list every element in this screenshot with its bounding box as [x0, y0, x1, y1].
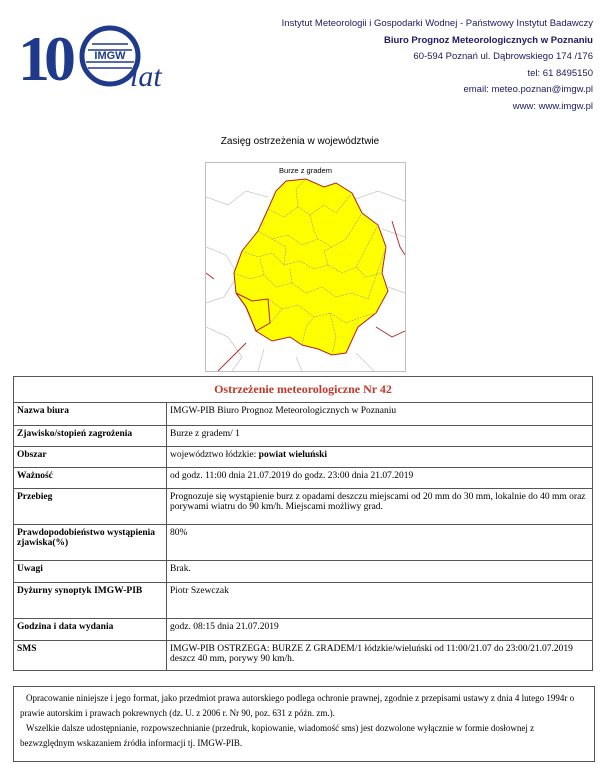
copyright-paragraph-1: Opracowanie niniejsze i jego format, jako przedmiot prawa autorskiego podlega ochronie prawnej, zgodnie z przepisami ustawy z dnia 4 lutego 1994r o prawie autorskim i prawach pokrewnych (dz. U. z 2006 r. Nr 90, poz. 631 z późn. zm.).: [20, 693, 575, 718]
row-office: [14, 403, 593, 426]
row-phenomenon: [14, 426, 593, 447]
www-link[interactable]: www: www.imgw.pl: [512, 100, 593, 112]
row-forecaster: [14, 583, 593, 619]
value-forecaster: Piotr Szewczak: [167, 583, 593, 619]
row-course: [14, 489, 593, 525]
address: 60-594 Poznań ul. Dąbrowskiego 174 /176: [413, 51, 593, 62]
copyright-note: [13, 686, 595, 762]
logo-number: 10: [18, 23, 70, 92]
value-validity: od godz. 11:00 dnia 21.07.2019 do godz. 23:00 dnia 21.07.2019: [167, 468, 593, 489]
value-sms: IMGW-PIB OSTRZEGA: BURZE Z GRADEM/1 łódzkie/wieluński od 11:00/21.07 do 23:00/21.07.2019 deszcz 40 mm, porywy 90 km/h.: [167, 641, 593, 671]
map-caption: Zasięg ostrzeżenia w województwie: [220, 136, 380, 147]
value-area: [167, 447, 593, 468]
logo-suffix: lat: [130, 60, 162, 92]
row-validity: [14, 468, 593, 489]
bureau-name: Biuro Prognoz Meteorologicznych w Poznaniu: [383, 34, 593, 46]
area-county: powiat wieluński: [258, 450, 328, 460]
label-sms: SMS: [14, 641, 167, 671]
row-area: [14, 447, 593, 468]
logo-ring-text: IMGW: [94, 50, 126, 62]
region-map: [206, 177, 405, 371]
value-notes: Brak.: [167, 561, 593, 583]
label-validity: Ważność: [14, 468, 167, 489]
lodzkie-voivodeship: [234, 179, 388, 355]
row-sms: [14, 641, 593, 671]
label-phenomenon: Zjawisko/stopień zagrożenia: [14, 426, 167, 447]
label-course: Przebieg: [14, 489, 167, 525]
value-phenomenon: Burze z gradem/ 1: [167, 426, 593, 447]
value-probability: 80%: [167, 525, 593, 561]
label-probability: Prawdopodobieństwo wystąpienia zjawiska(%): [14, 525, 167, 561]
label-area: Obszar: [14, 447, 167, 468]
area-voivodeship: województwo łódzkie:: [170, 450, 259, 460]
value-course: Prognozuje się wystąpienie burz z opadami deszczu miejscami od 20 mm do 30 mm, lokalnie do 40 mm oraz porywami wiatru do 90 km/h. Miejscami możliwy grad.: [167, 489, 593, 525]
copyright-paragraph-2: Wszelkie dalsze udostępnianie, rozpowszechnianie (przedruk, kopiowanie, wiadomość sms) jest dozwolone wyłącznie w formie dosłownej z bezwzględnym wskazaniem źródła informacji tj. IMGW-PIB.: [20, 723, 535, 748]
imgw-100-lat-logo: [18, 22, 178, 92]
warning-table: [13, 376, 593, 671]
warning-title-row: [14, 377, 593, 403]
row-probability: [14, 525, 593, 561]
row-issued: [14, 619, 593, 641]
email-link[interactable]: email: meteo.poznan@imgw.pl: [463, 84, 593, 95]
label-notes: Uwagi: [14, 561, 167, 583]
map-title: Burze z gradem: [279, 166, 332, 175]
map-box: [205, 162, 406, 372]
org-name: Instytut Meteorologii i Gospodarki Wodnej - Państwowy Instytut Badawczy: [281, 18, 593, 29]
phone: tel: 61 8495150: [527, 67, 593, 79]
value-issued: godz. 08:15 dnia 21.07.2019: [167, 619, 593, 641]
label-forecaster: Dyżurny synoptyk IMGW-PIB: [14, 583, 167, 619]
warning-title: Ostrzeżenie meteorologiczne Nr 42: [14, 377, 593, 403]
label-office: Nazwa biura: [14, 403, 167, 426]
row-notes: [14, 561, 593, 583]
label-issued: Godzina i data wydania: [14, 619, 167, 641]
value-office: IMGW-PIB Biuro Prognoz Meteorologicznych w Poznaniu: [167, 403, 593, 426]
header-contact: [282, 16, 593, 115]
